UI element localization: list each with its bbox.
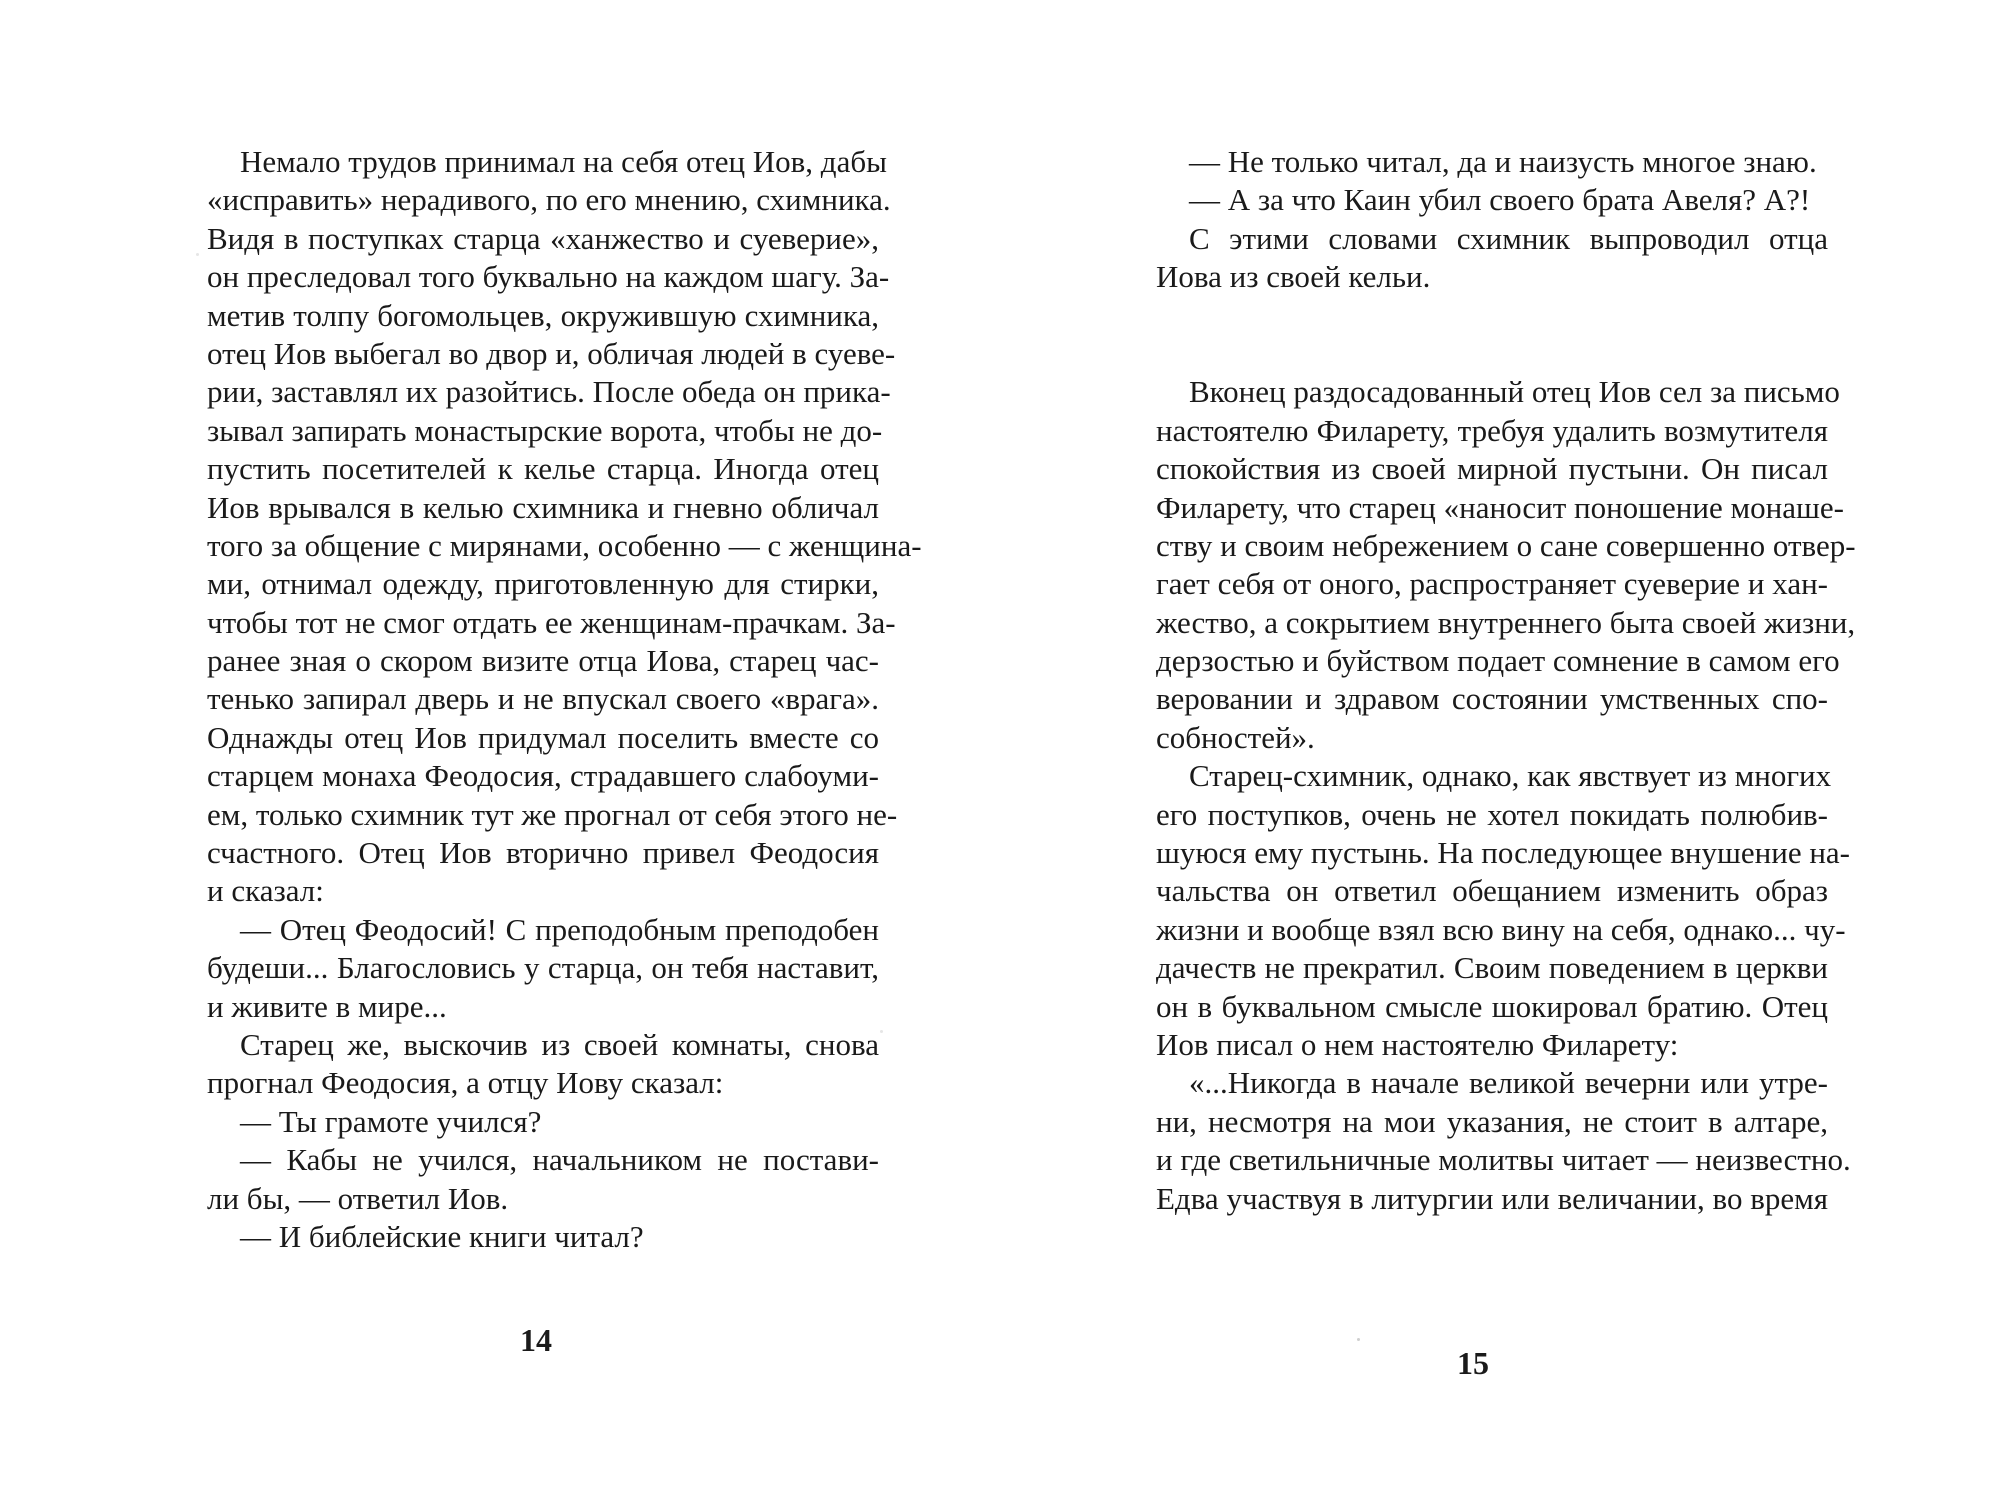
text-line: зывал запирать монастырские ворота, чтобы не до- xyxy=(207,412,883,448)
text-line: веровании и здравом состоянии умственных спо- xyxy=(1156,681,1828,717)
text-line: ни, несмотря на мои указания, не стоит в алтаре, xyxy=(1156,1103,1828,1139)
text-line: дачеств не прекратил. Своим поведением в церкви xyxy=(1156,950,1828,986)
right-page xyxy=(1000,0,2000,1501)
text-line: Немало трудов принимал на себя отец Иов, дабы xyxy=(240,144,887,179)
paper-speck xyxy=(880,1030,883,1033)
text-line: чтобы тот не смог отдать ее женщинам-прачкам. За- xyxy=(207,604,896,640)
text-line: гает себя от оного, распространяет суеверие и хан- xyxy=(1156,566,1828,602)
paper-speck xyxy=(196,253,199,256)
text-line: жизни и вообще взял всю вину на себя, однако... чу- xyxy=(1156,911,1846,947)
text-line: ранее зная о скором визите отца Иова, старец час- xyxy=(207,643,879,679)
text-line: старцем монаха Феодосия, страдавшего слабоуми- xyxy=(207,758,879,794)
text-line: его поступков, очень не хотел покидать полюбив- xyxy=(1156,796,1828,832)
text-line: и живите в мире... xyxy=(207,988,447,1024)
text-line: Иова из своей кельи. xyxy=(1156,259,1431,295)
text-line: ем, только схимник тут же прогнал от себя этого не- xyxy=(207,796,898,832)
text-line: «...Никогда в начале великой вечерни или утре- xyxy=(1189,1065,1828,1101)
text-line: спокойствия из своей мирной пустыни. Он писал xyxy=(1156,451,1828,487)
text-line: Филарету, что старец «наносит поношение монаше- xyxy=(1156,489,1844,525)
text-line: Иов писал о нем настоятелю Филарету: xyxy=(1156,1027,1679,1062)
text-line: Старец-схимник, однако, как явствует из многих xyxy=(1189,758,1832,794)
text-line: жество, а сокрытием внутреннего быта своей жизни, xyxy=(1156,604,1856,640)
text-line: — Кабы не учился, начальником не постави- xyxy=(240,1142,879,1178)
text-line: Старец же, выскочив из своей комнаты, снова xyxy=(240,1026,879,1062)
text-line: собностей». xyxy=(1156,719,1315,755)
text-line: тенько запирал дверь и не впускал своего «врага». xyxy=(207,681,879,717)
text-line: того за общение с мирянами, особенно — с женщина- xyxy=(207,527,922,563)
section-gap xyxy=(1156,297,1828,374)
text-line: — Не только читал, да и наизусть многое знаю. xyxy=(1189,144,1817,179)
text-line: чальства он ответил обещанием изменить образ xyxy=(1156,873,1828,909)
paper-speck xyxy=(1357,1338,1360,1341)
text-line: — Отец Феодосий! С преподобным преподобен xyxy=(240,911,879,947)
text-line: и где светильничные молитвы читает — неизвестно. xyxy=(1156,1142,1851,1178)
text-line: — И библейские книги читал? xyxy=(240,1218,644,1254)
right-page-text xyxy=(1156,143,1856,1218)
text-line: рии, заставлял их разойтись. После обеда он прика- xyxy=(207,374,891,410)
text-line: Едва участвуя в литургии или величании, во время xyxy=(1156,1180,1828,1216)
text-line: С этими словами схимник выпроводил отца xyxy=(1189,220,1828,256)
page-number: 15 xyxy=(1457,1345,1489,1381)
text-line: Иов врывался в келью схимника и гневно обличал xyxy=(207,489,879,525)
text-line: — А за что Каин убил своего брата Авеля? А?! xyxy=(1189,182,1811,218)
text-line: дерзостью и буйством подает сомнение в самом его xyxy=(1156,643,1840,679)
text-line: он в буквальном смысле шокировал братию. Отец xyxy=(1156,988,1828,1024)
text-line: Видя в поступках старца «ханжество и суеверие», xyxy=(207,220,879,256)
page-number: 14 xyxy=(520,1322,552,1358)
text-line: «исправить» нерадивого, по его мнению, схимника. xyxy=(207,182,891,218)
text-line: пустить посетителей к келье старца. Иногда отец xyxy=(207,451,879,487)
text-line: отец Иов выбегал во двор и, обличая людей в суеве- xyxy=(207,335,896,371)
text-line: ству и своим небрежением о сане совершенно отвер- xyxy=(1156,527,1856,563)
text-line: счастного. Отец Иов вторично привел Феодосия xyxy=(207,835,879,871)
left-page-text xyxy=(207,143,922,1256)
text-line: он преследовал того буквально на каждом шагу. За- xyxy=(207,259,890,295)
text-line: прогнал Феодосия, а отцу Иову сказал: xyxy=(207,1065,724,1101)
text-line: — Ты грамоте учился? xyxy=(240,1103,542,1139)
text-line: и сказал: xyxy=(207,873,324,909)
text-line: Однажды отец Иов придумал поселить вместе со xyxy=(207,719,879,755)
text-line: ми, отнимал одежду, приготовленную для стирки, xyxy=(207,566,879,602)
text-line: шуюся ему пустынь. На последующее внушение на- xyxy=(1156,835,1851,871)
text-line: будеши... Благословись у старца, он тебя наставит, xyxy=(207,950,879,986)
text-line: метив толпу богомольцев, окружившую схимника, xyxy=(207,297,879,333)
text-line: ли бы, — ответил Иов. xyxy=(207,1180,509,1216)
text-line: Вконец раздосадованный отец Иов сел за письмо xyxy=(1189,374,1840,410)
text-line: настоятелю Филарету, требуя удалить возмутителя xyxy=(1156,412,1828,448)
